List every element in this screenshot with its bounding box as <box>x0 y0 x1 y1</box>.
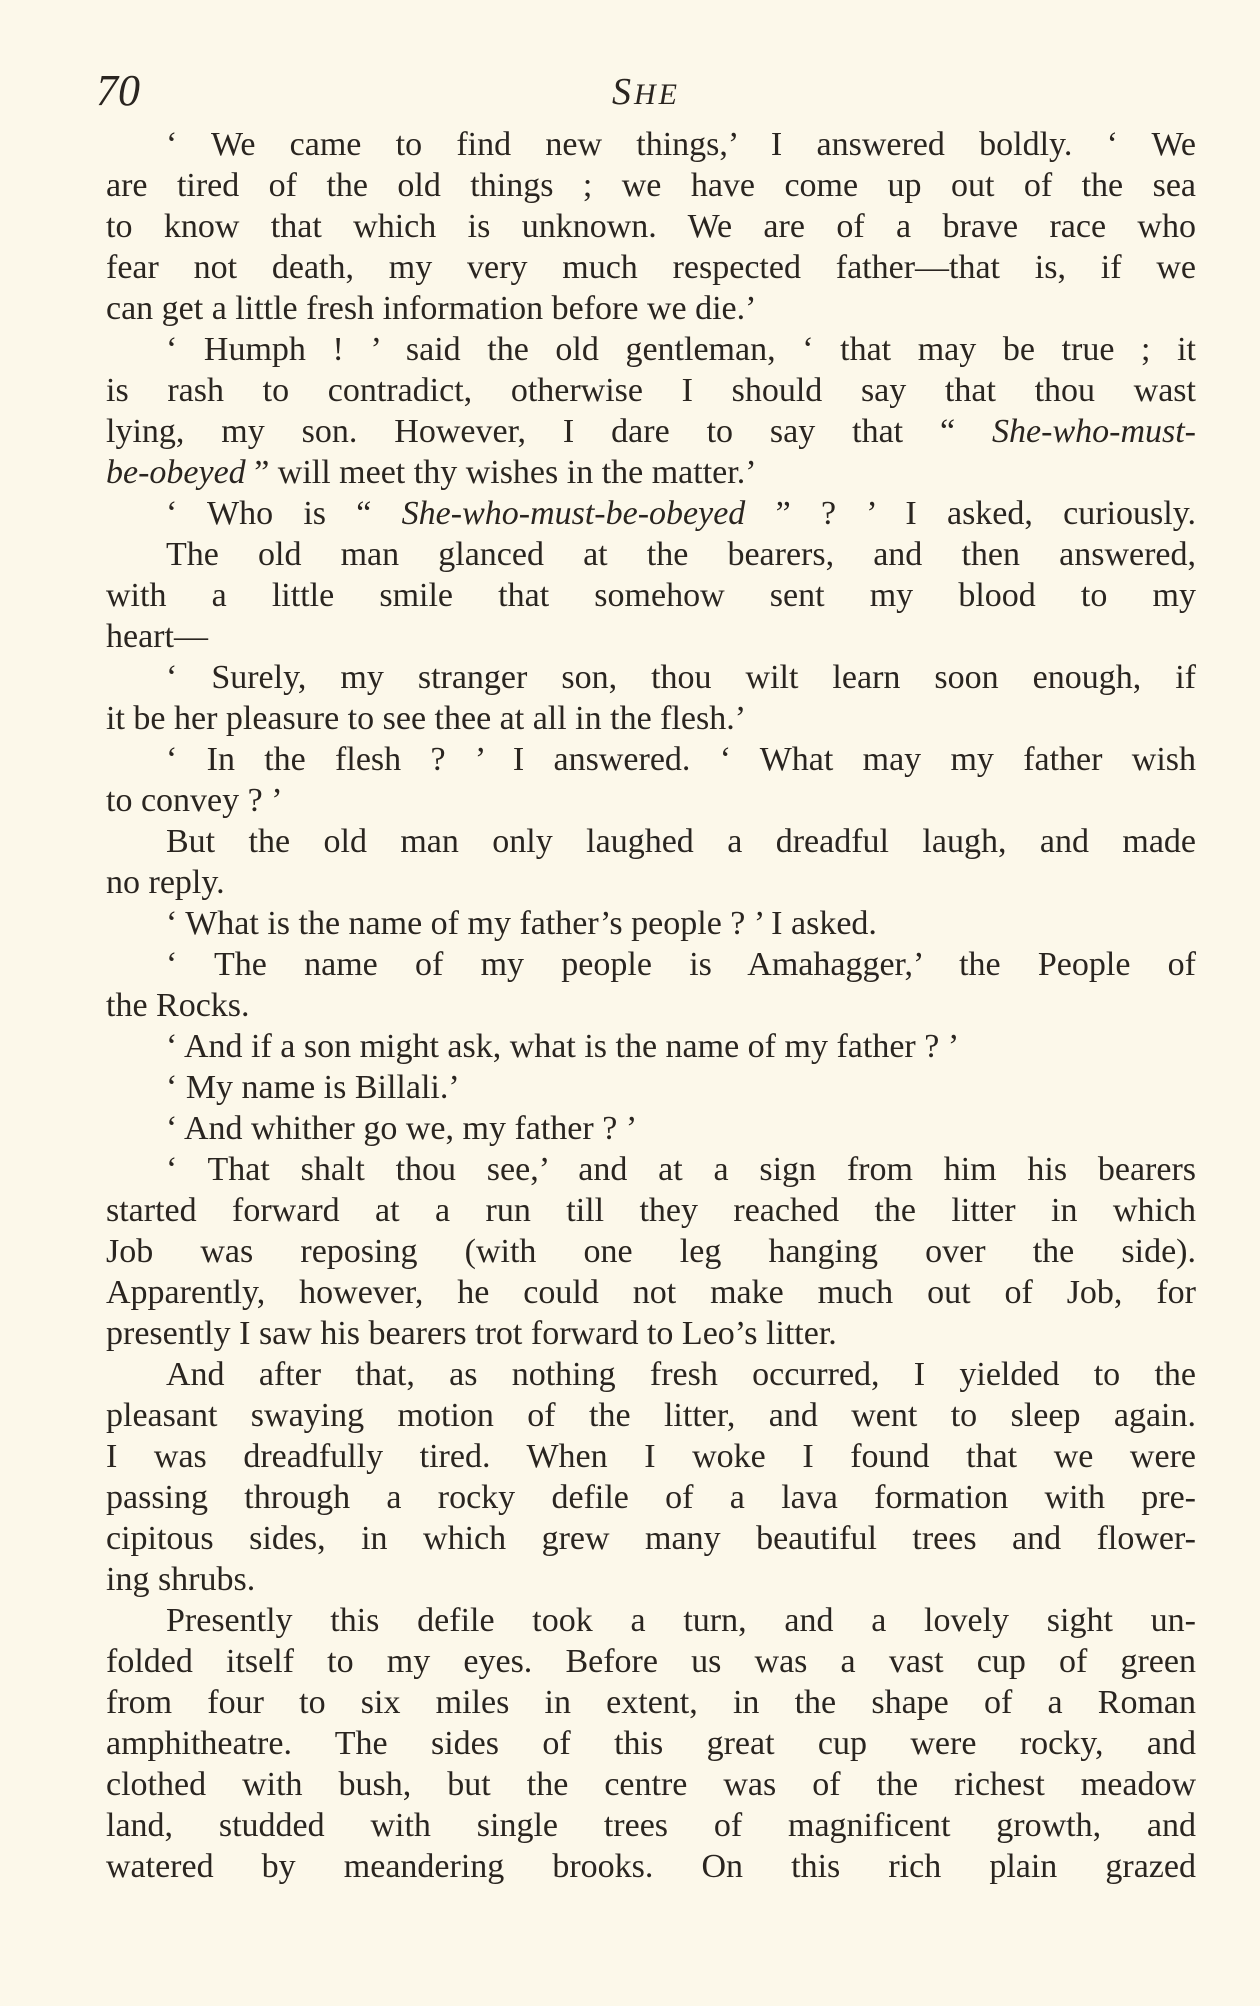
text-line: fear not death, my very much respected father—that is, if we <box>106 249 1196 286</box>
text-line: ‘ That shalt thou see,’ and at a sign from him his bearers <box>166 1151 1196 1188</box>
page-number: 70 <box>96 66 140 115</box>
text-line: is rash to contradict, otherwise I should say that thou wast <box>106 372 1196 409</box>
text-line <box>106 411 1196 452</box>
line-text: ” ? ’ I asked, curiously. <box>745 495 1196 532</box>
text-line: amphitheatre. The sides of this great cup were rocky, and <box>106 1725 1196 1762</box>
text-line: ‘ What is the name of my father’s people ? ’ I asked. <box>166 905 877 942</box>
text-line: ing shrubs. <box>106 1561 256 1598</box>
text-line: it be her pleasure to see thee at all in the flesh.’ <box>106 700 747 737</box>
text-line: to convey ? ’ <box>106 782 283 819</box>
text-line: are tired of the old things ; we have come up out of the sea <box>106 167 1196 204</box>
text-line: watered by meandering brooks. On this rich plain grazed <box>106 1848 1196 1885</box>
text-line: The old man glanced at the bearers, and then answered, <box>166 536 1196 573</box>
text-line: ‘ In the flesh ? ’ I answered. ‘ What may my father wish <box>166 741 1196 778</box>
text-line: Presently this defile took a turn, and a lovely sight un- <box>166 1602 1196 1639</box>
text-line <box>106 452 1196 493</box>
text-line: And after that, as nothing fresh occurred, I yielded to the <box>166 1356 1196 1393</box>
text-line: passing through a rocky defile of a lava formation with pre- <box>106 1479 1196 1516</box>
text-line: pleasant swaying motion of the litter, and went to sleep again. <box>106 1397 1196 1434</box>
line-text: ” will meet thy wishes in the matter.’ <box>245 454 757 491</box>
text-line: folded itself to my eyes. Before us was a vast cup of green <box>106 1643 1196 1680</box>
text-line: clothed with bush, but the centre was of the richest meadow <box>106 1766 1196 1803</box>
text-line: to know that which is unknown. We are of a brave race who <box>106 208 1196 245</box>
line-text: ‘ Who is “ <box>166 495 402 532</box>
text-line: ‘ The name of my people is Amahagger,’ the People of <box>166 946 1196 983</box>
body-text <box>106 124 1196 1887</box>
text-line: Apparently, however, he could not make much out of Job, for <box>106 1274 1196 1311</box>
running-title: SHE <box>612 71 680 113</box>
text-line: ‘ My name is Billali.’ <box>166 1069 460 1106</box>
text-line: ‘ And whither go we, my father ? ’ <box>166 1110 638 1147</box>
line-italic-text: be-obeyed <box>106 454 246 491</box>
text-line: Job was reposing (with one leg hanging over the side). <box>106 1233 1196 1270</box>
text-line: started forward at a run till they reached the litter in which <box>106 1192 1196 1229</box>
text-line: cipitous sides, in which grew many beautiful trees and flower- <box>106 1520 1196 1557</box>
text-line: from four to six miles in extent, in the shape of a Roman <box>106 1684 1196 1721</box>
text-line: ‘ Humph ! ’ said the old gentleman, ‘ that may be true ; it <box>166 331 1196 368</box>
text-line: ‘ And if a son might ask, what is the name of my father ? ’ <box>166 1028 960 1065</box>
text-line: ‘ We came to find new things,’ I answered boldly. ‘ We <box>166 126 1196 163</box>
text-line: no reply. <box>106 864 225 901</box>
text-line: heart— <box>106 618 208 655</box>
text-line: ‘ Surely, my stranger son, thou wilt learn soon enough, if <box>166 659 1196 696</box>
page-header <box>96 64 1196 118</box>
text-line: land, studded with single trees of magnificent growth, and <box>106 1807 1196 1844</box>
text-line: the Rocks. <box>106 987 250 1024</box>
text-line: But the old man only laughed a dreadful laugh, and made <box>166 823 1196 860</box>
line-italic-text: She-who-must- <box>992 413 1196 450</box>
text-line: with a little smile that somehow sent my blood to my <box>106 577 1196 614</box>
line-text: lying, my son. However, I dare to say that “ <box>106 413 993 450</box>
line-italic-text: She-who-must-be-obeyed <box>401 495 746 532</box>
text-line: can get a little fresh information before we die.’ <box>106 290 757 327</box>
text-line: I was dreadfully tired. When I woke I found that we were <box>106 1438 1196 1475</box>
text-line: presently I saw his bearers trot forward to Leo’s litter. <box>106 1315 837 1352</box>
text-line <box>106 493 1196 534</box>
